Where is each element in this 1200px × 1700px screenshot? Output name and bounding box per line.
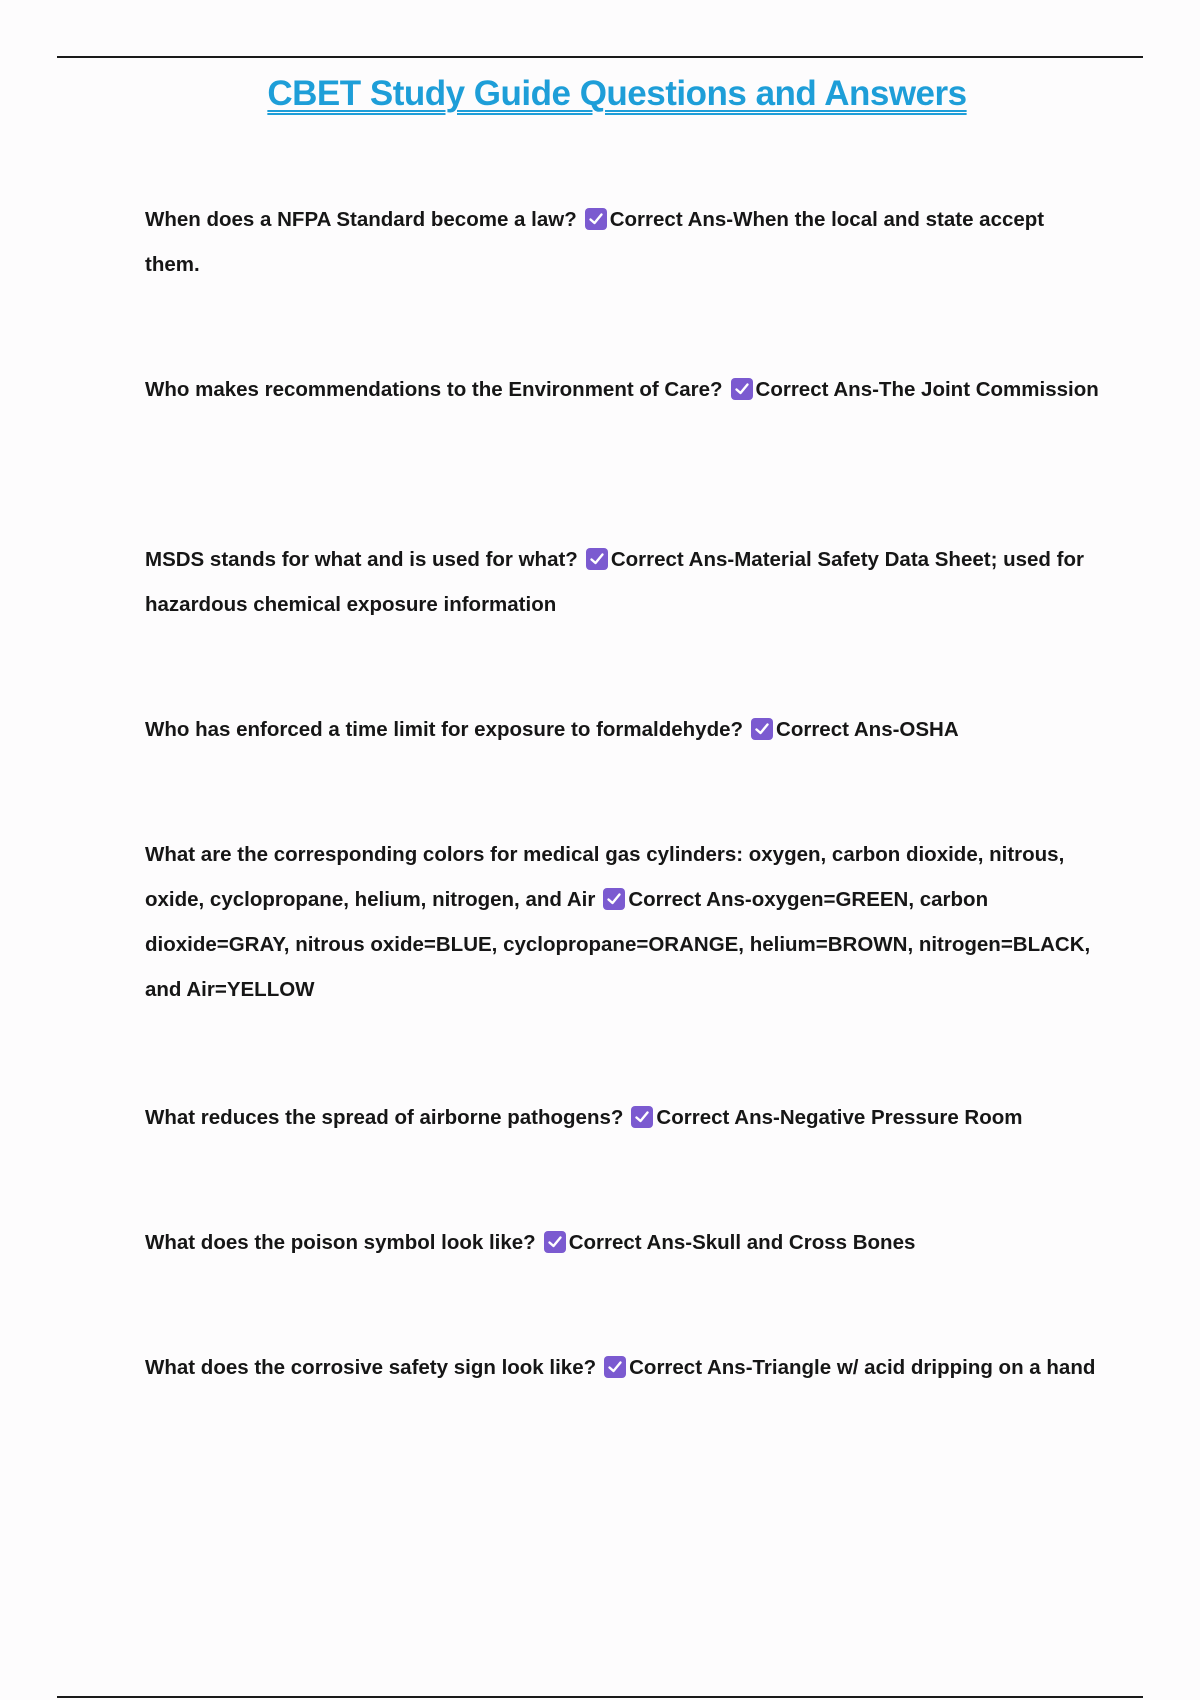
question-text: What are the corresponding colors for medical gas cylinders: oxygen, carbon dioxide, nitrous, oxide, cyclopropane, helium, nitrogen, and Air <box>145 843 1065 911</box>
answer-text: Correct Ans-Skull and Cross Bones <box>568 1231 916 1254</box>
checkbox-checked-icon <box>631 1106 653 1128</box>
question-text: What does the poison symbol look like? <box>145 1231 536 1254</box>
qa-item-3 <box>145 537 1100 627</box>
checkbox-checked-icon <box>544 1231 566 1253</box>
question-text: MSDS stands for what and is used for what? <box>145 548 578 571</box>
question-text: When does a NFPA Standard become a law? <box>145 208 577 231</box>
answer-text: Correct Ans-The Joint Commission <box>755 378 1099 401</box>
top-divider <box>57 56 1143 58</box>
checkbox-checked-icon <box>586 548 608 570</box>
checkbox-checked-icon <box>585 208 607 230</box>
answer-text: Correct Ans-Triangle w/ acid dripping on a hand <box>629 1356 1096 1379</box>
page-title: CBET Study Guide Questions and Answers <box>267 74 967 113</box>
answer-text: Correct Ans-oxygen=GREEN, carbon dioxide=GRAY, nitrous oxide=BLUE, cyclopropane=ORANGE, helium=BROWN, nitrogen=BLACK, and Air=YELLOW <box>145 888 1091 1001</box>
answer-text: Correct Ans-Material Safety Data Sheet; used for hazardous chemical exposure information <box>145 548 1084 616</box>
answer-text: Correct Ans-OSHA <box>776 718 959 741</box>
qa-item-5 <box>145 832 1100 1012</box>
qa-item-1 <box>145 197 1100 287</box>
answer-text: Correct Ans-Negative Pressure Room <box>656 1106 1023 1129</box>
question-text: Who has enforced a time limit for exposure to formaldehyde? <box>145 718 744 741</box>
question-text: What does the corrosive safety sign look like? <box>145 1356 597 1379</box>
qa-item-2 <box>145 367 1100 412</box>
question-text: What reduces the spread of airborne pathogens? <box>145 1106 624 1129</box>
qa-item-6 <box>145 1095 1100 1140</box>
qa-item-8 <box>145 1345 1100 1390</box>
checkbox-checked-icon <box>604 1356 626 1378</box>
checkbox-checked-icon <box>603 888 625 910</box>
checkbox-checked-icon <box>751 718 773 740</box>
question-text: Who makes recommendations to the Environment of Care? <box>145 378 723 401</box>
qa-item-4 <box>145 707 1100 752</box>
qa-item-7 <box>145 1220 1100 1265</box>
bottom-divider <box>57 1696 1143 1698</box>
answer-text: Correct Ans-When the local and state accept them. <box>145 208 1045 276</box>
checkbox-checked-icon <box>731 378 753 400</box>
